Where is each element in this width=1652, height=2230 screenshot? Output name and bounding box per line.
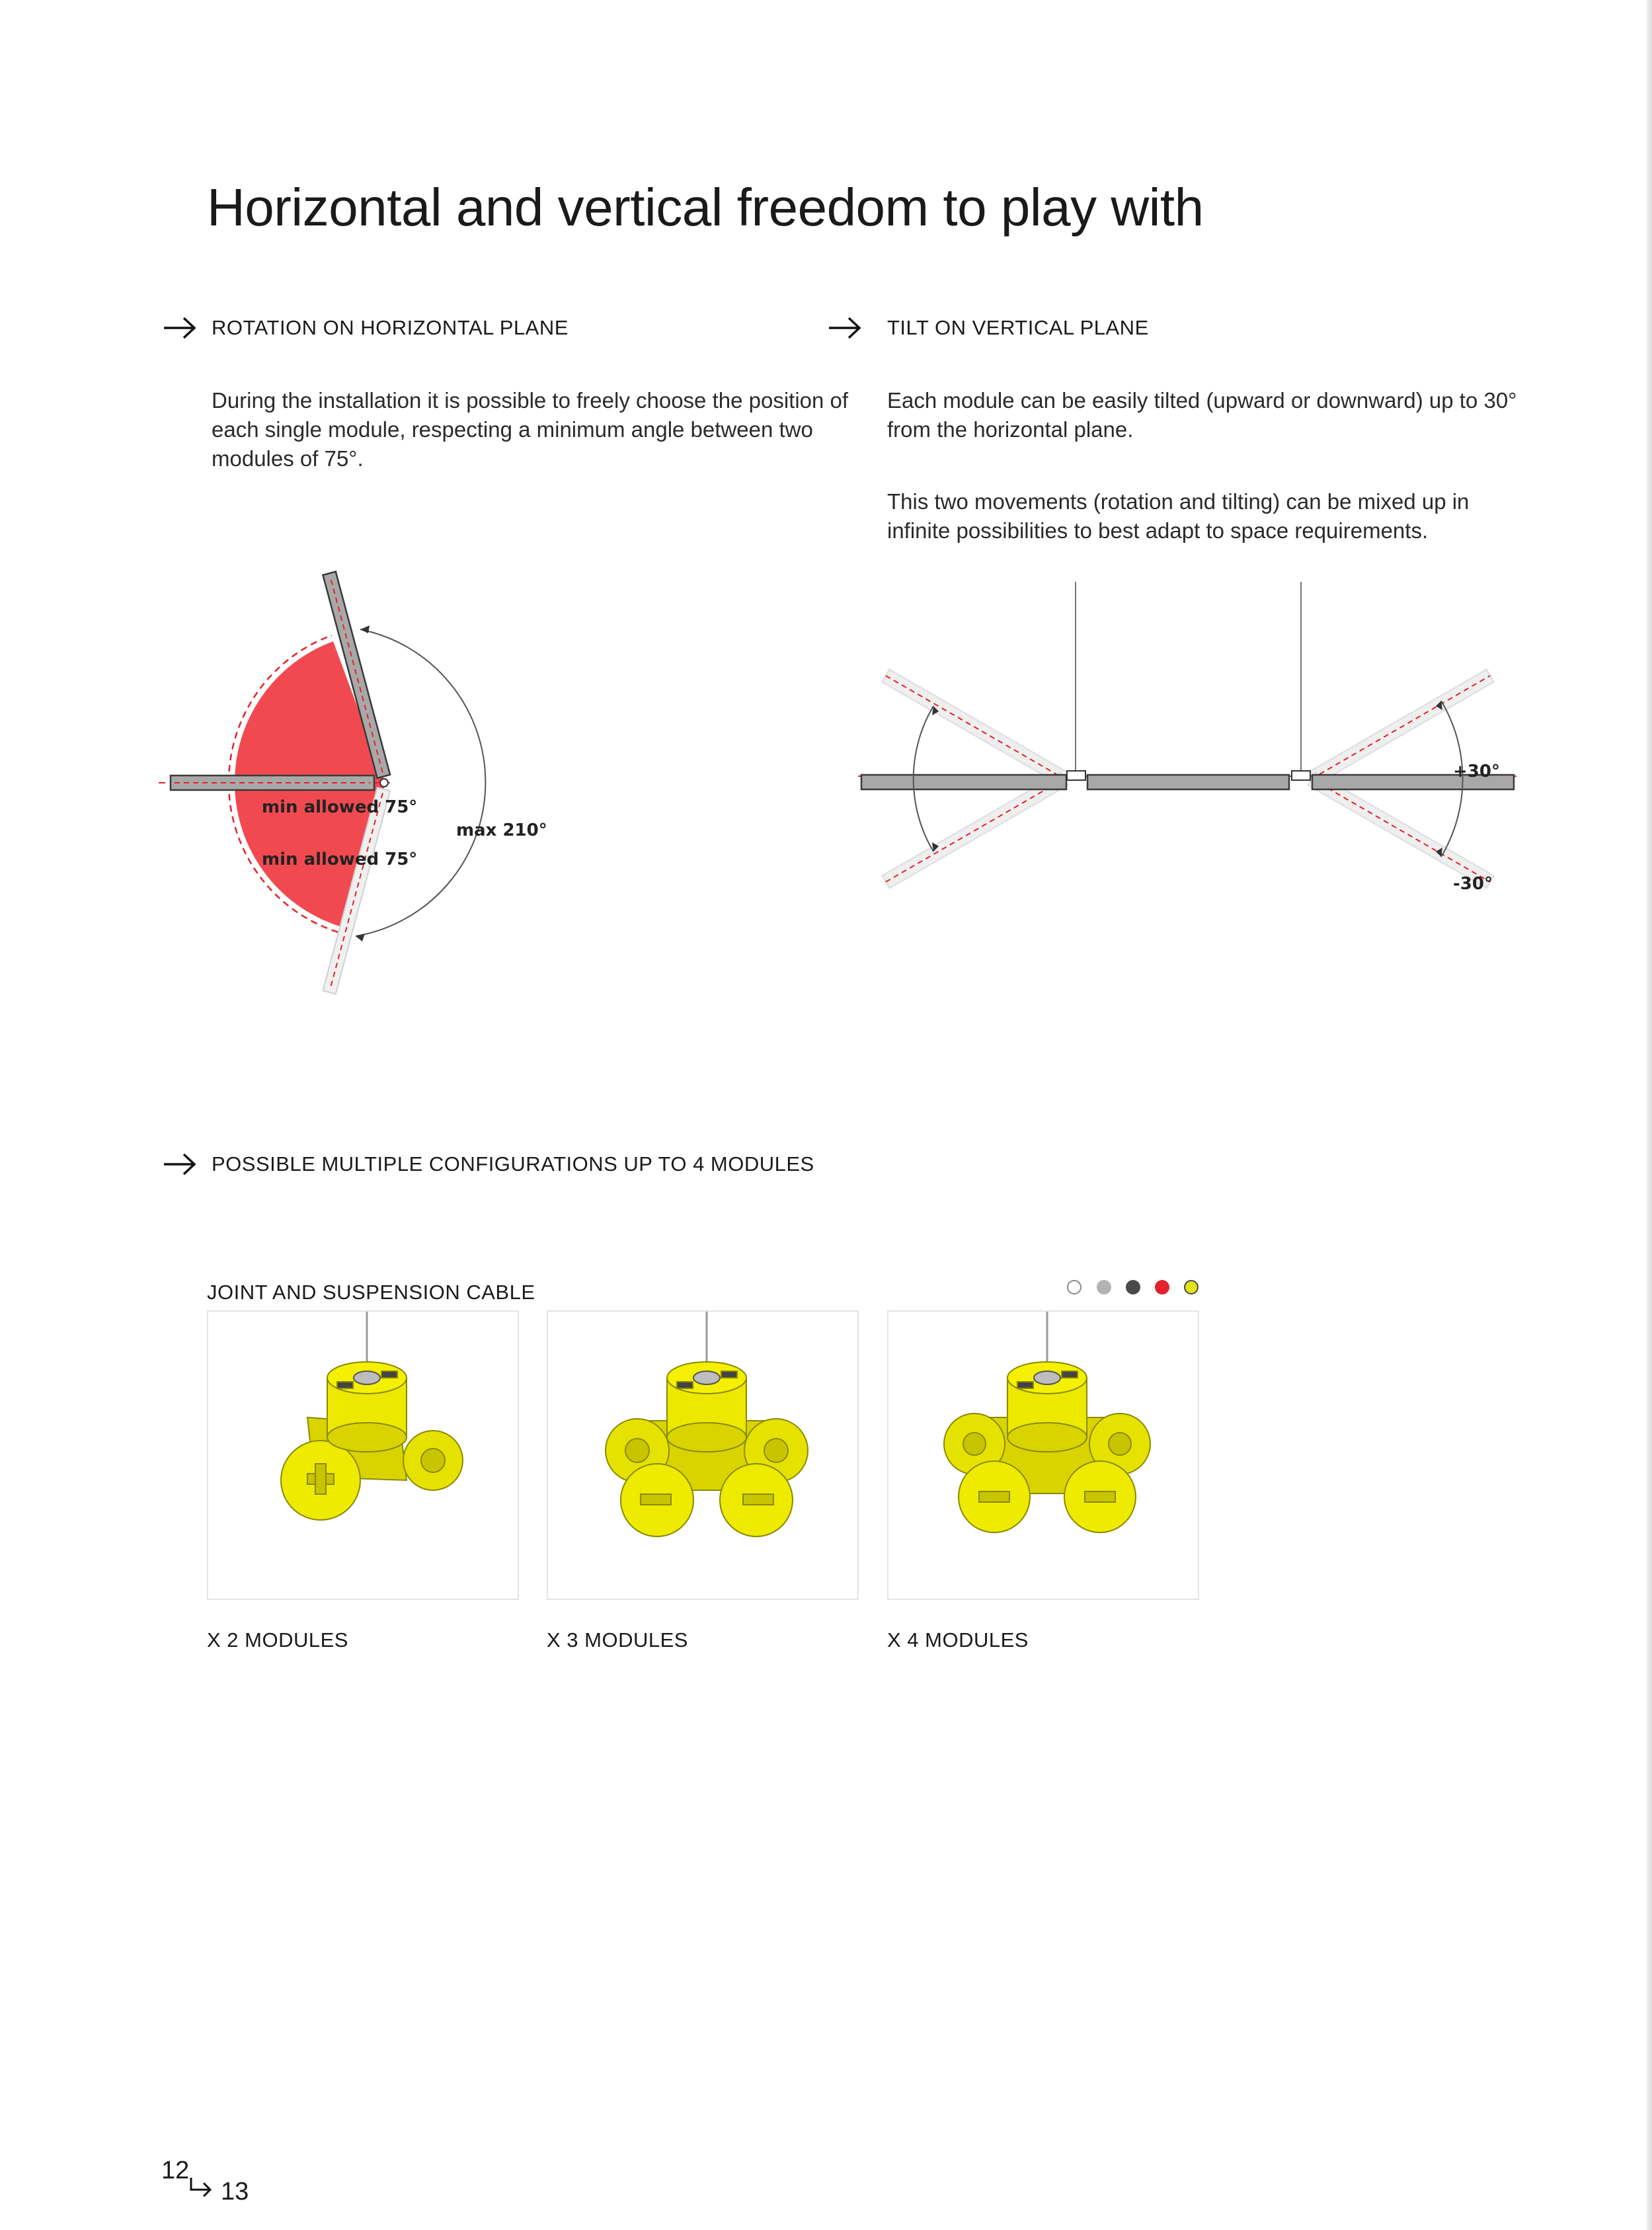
arrow-right-icon: [163, 315, 197, 341]
max-angle-label: max 210°: [456, 820, 547, 840]
joint-subheading: JOINT AND SUSPENSION CABLE: [207, 1281, 535, 1304]
config-caption-4: X 4 MODULES: [887, 1628, 1029, 1652]
joint-3-modules-image: [548, 1312, 857, 1599]
min-angle-label-top: min allowed 75°: [262, 797, 418, 817]
config-card-3-modules: [547, 1310, 859, 1600]
swatch-yellow[interactable]: [1184, 1280, 1199, 1294]
rotation-diagram: [152, 562, 562, 1012]
swatch-white[interactable]: [1067, 1280, 1082, 1294]
swatch-light-grey[interactable]: [1097, 1280, 1111, 1294]
page-turn-arrow-icon: [188, 2176, 214, 2203]
rotation-description: During the installation it is possible to freely choose the position of each single module, respecting a minimum angle between two modules of 75°.: [212, 388, 849, 471]
tilt-plus-label: +30°: [1453, 762, 1500, 781]
swatch-dark-grey[interactable]: [1126, 1280, 1140, 1294]
config-card-4-modules: [887, 1310, 1199, 1600]
arrow-right-icon: [828, 315, 862, 341]
tilt-heading: TILT ON VERTICAL PLANE: [887, 316, 1149, 339]
joint-2-modules-image: [208, 1312, 518, 1599]
config-card-2-modules: [207, 1310, 519, 1600]
joint-4-modules-image: [888, 1312, 1198, 1599]
tilt-minus-label: -30°: [1453, 874, 1493, 894]
page-title: Horizontal and vertical freedom to play with: [207, 178, 1204, 237]
page-edge: [1647, 0, 1652, 2230]
arrow-right-icon: [163, 1151, 197, 1177]
page-number-left: 12: [161, 2157, 190, 2184]
rotation-heading: ROTATION ON HORIZONTAL PLANE: [212, 316, 569, 339]
tilt-diagram: [853, 575, 1534, 906]
tilt-description: Each module can be easily tilted (upward or downward) up to 30° from the horizontal plane.: [887, 388, 1517, 442]
page-number-right: 13: [221, 2178, 249, 2206]
min-angle-label-bottom: min allowed 75°: [262, 850, 418, 869]
module-center: [1087, 775, 1289, 789]
config-caption-3: X 3 MODULES: [547, 1628, 688, 1652]
config-caption-2: X 2 MODULES: [207, 1628, 348, 1652]
module-left: [861, 775, 1066, 789]
tilt-description-2: This two movements (rotation and tilting) can be mixed up in infinite possibilities to best adapt to space requirements.: [887, 489, 1470, 543]
swatch-red[interactable]: [1155, 1280, 1169, 1294]
configurations-heading: POSSIBLE MULTIPLE CONFIGURATIONS UP TO 4 MODULES: [212, 1152, 814, 1175]
